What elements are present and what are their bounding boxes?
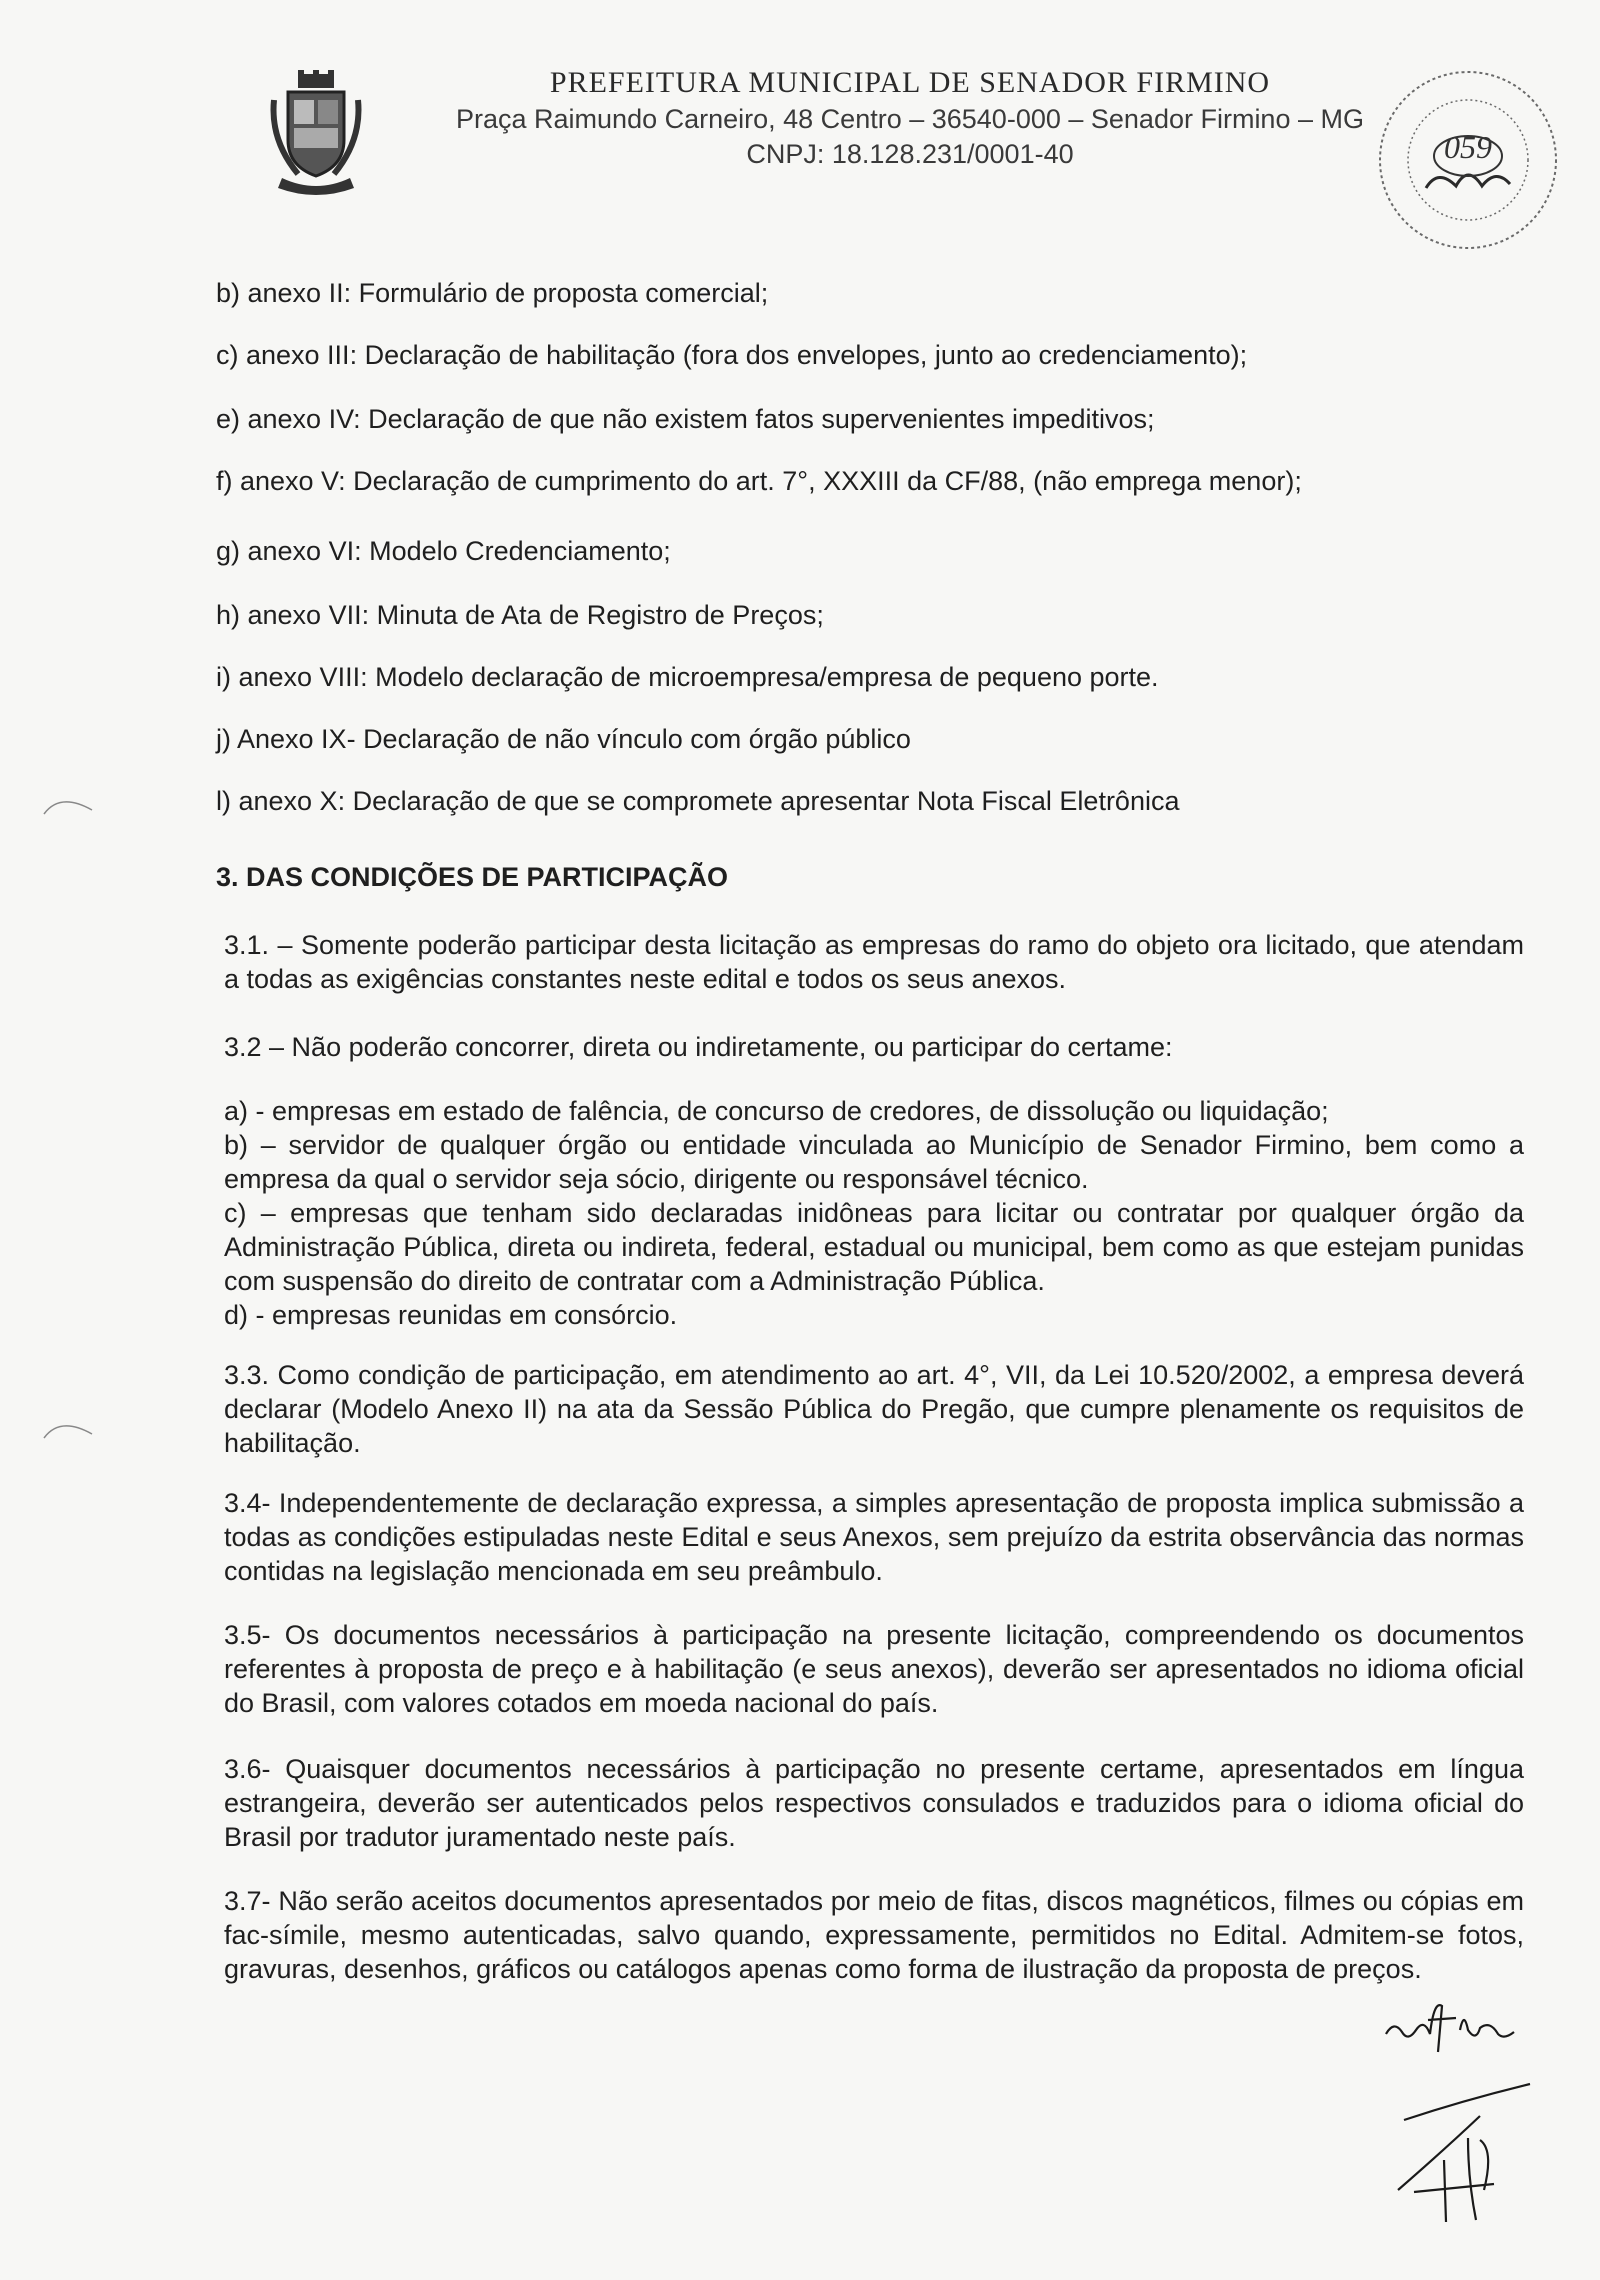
- margin-mark: [40, 1414, 100, 1444]
- municipality-address: Praça Raimundo Carneiro, 48 Centro – 36540-000 – Senador Firmino – MG: [456, 104, 1364, 134]
- annex-item: l) anexo X: Declaração de que se compromete apresentar Nota Fiscal Eletrônica: [216, 786, 1180, 816]
- annex-item: f) anexo V: Declaração de cumprimento do art. 7°, XXXIII da CF/88, (não emprega menor);: [216, 466, 1302, 496]
- annex-item: c) anexo III: Declaração de habilitação (fora dos envelopes, junto ao credenciamento);: [216, 340, 1248, 370]
- annex-item: b) anexo II: Formulário de proposta comercial;: [216, 278, 769, 308]
- handwritten-signature: [1384, 2080, 1534, 2230]
- paragraph-3-2-d: d) - empresas reunidas em consórcio.: [224, 1300, 678, 1330]
- letterhead: [420, 66, 1400, 170]
- municipal-coat-of-arms-icon: [268, 70, 364, 198]
- commission-stamp: [1368, 60, 1568, 260]
- handwritten-initials: [1380, 1990, 1520, 2060]
- paragraph-3-7: 3.7- Não serão aceitos documentos apresentados por meio de fitas, discos magnéticos, filmes ou cópias em fac-símile, mesmo autenticadas, salvo quando, expressamente, permitidos no Edital. Admitem-se fotos, gravuras, desenhos, gráficos ou catálogos apenas como forma de ilustração da proposta de preços.: [224, 1886, 1524, 1984]
- paragraph-3-2-c: c) – empresas que tenham sido declaradas inidôneas para licitar ou contratar por qualquer órgão da Administração Pública, direta ou indireta, federal, estadual ou municipal, bem como as que estejam punidas com suspensão do direito de contratar com a Administração Pública.: [224, 1198, 1524, 1296]
- annex-item: i) anexo VIII: Modelo declaração de microempresa/empresa de pequeno porte.: [216, 662, 1159, 692]
- paragraph-3-2: 3.2 – Não poderão concorrer, direta ou indiretamente, ou participar do certame:: [224, 1032, 1173, 1062]
- annex-item: j) Anexo IX- Declaração de não vínculo com órgão público: [216, 724, 911, 754]
- annex-item: e) anexo IV: Declaração de que não existem fatos supervenientes impeditivos;: [216, 404, 1155, 434]
- municipality-title: PREFEITURA MUNICIPAL DE SENADOR FIRMINO: [549, 66, 1271, 99]
- paragraph-3-1: 3.1. – Somente poderão participar desta licitação as empresas do ramo do objeto ora licitado, que atendam a todas as exigências constantes neste edital e todos os seus anexos.: [224, 930, 1524, 994]
- paragraph-3-2-a: a) - empresas em estado de falência, de concurso de credores, de dissolução ou liquidação;: [224, 1096, 1329, 1126]
- margin-mark: [40, 790, 100, 820]
- annex-item: h) anexo VII: Minuta de Ata de Registro de Preços;: [216, 600, 824, 630]
- paragraph-3-6: 3.6- Quaisquer documentos necessários à participação no presente certame, apresentados em língua estrangeira, deverão ser autenticados pelos respectivos consulados e traduzidos para o idioma oficial do Brasil por tradutor juramentado neste país.: [224, 1754, 1524, 1852]
- paragraph-3-4: 3.4- Independentemente de declaração expressa, a simples apresentação de proposta implica submissão a todas as condições estipuladas neste Edital e seus Anexos, sem prejuízo da estrita observância das normas contidas na legislação mencionada em seu preâmbulo.: [224, 1488, 1524, 1586]
- paragraph-3-2-b: b) – servidor de qualquer órgão ou entidade vinculada ao Município de Senador Firmino, bem como a empresa da qual o servidor seja sócio, dirigente ou responsável técnico.: [224, 1130, 1524, 1194]
- annex-item: g) anexo VI: Modelo Credenciamento;: [216, 536, 671, 566]
- stamp-number: 059: [1444, 129, 1492, 165]
- municipality-cnpj: CNPJ: 18.128.231/0001-40: [746, 139, 1074, 169]
- paragraph-3-3: 3.3. Como condição de participação, em atendimento ao art. 4°, VII, da Lei 10.520/2002, a empresa deverá declarar (Modelo Anexo II) na ata da Sessão Pública do Pregão, que cumpre plenamente os requisitos de habilitação.: [224, 1360, 1524, 1458]
- section-heading: 3. DAS CONDIÇÕES DE PARTICIPAÇÃO: [216, 862, 729, 892]
- paragraph-3-5: 3.5- Os documentos necessários à participação na presente licitação, compreendendo os documentos referentes à proposta de preço e à habilitação (e seus anexos), deverão ser apresentados no idioma oficial do Brasil, com valores cotados em moeda nacional do país.: [224, 1620, 1524, 1718]
